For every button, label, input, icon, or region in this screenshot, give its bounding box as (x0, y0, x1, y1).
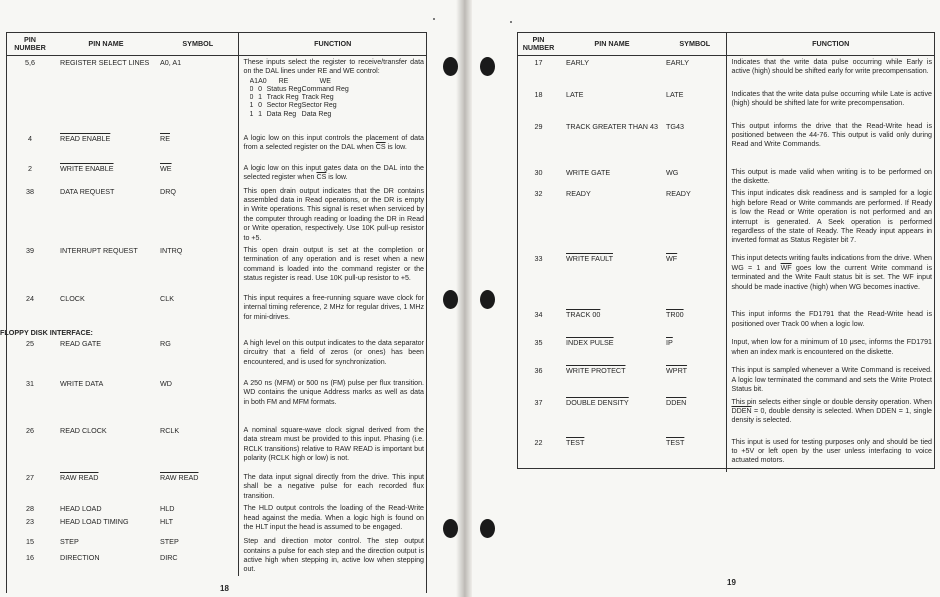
reg-cell: Command Reg (301, 86, 349, 94)
pin-function: Indicates that the write data pulse occurring while Late is active (high) should be shifted late for write precompensation. (726, 88, 935, 120)
function-text: These inputs select the register to receive/transfer data on the DAL lines under RE and WE control: (243, 58, 424, 76)
pin-symbol: HLD (160, 504, 175, 514)
table-row (517, 56, 935, 88)
pin-function (238, 56, 427, 132)
pin-function: Input, when low for a minimum of 10 μsec, informs the FD1791 when an index mark is encountered on the diskette. (726, 336, 935, 364)
table-row (517, 308, 935, 336)
table-row (6, 185, 427, 244)
reg-cell: 0 (258, 102, 262, 110)
binder-hole-right-middle (480, 290, 495, 309)
function-text: is low. (326, 172, 348, 181)
pin-function: This input informs the FD1791 that the Read-Write head is positioned over Track 00 when a logic low. (726, 308, 935, 336)
pin-number: 24 (26, 293, 34, 303)
pin-name: REGISTER SELECT LINES (60, 58, 150, 67)
pin-function: The data input signal directly from the drive. This input shall be a negative pulse for each recorded flux transition. (238, 471, 427, 502)
page-number-right: 19 (727, 578, 736, 587)
reg-cell: Data Reg (266, 110, 297, 118)
pin-number: 18 (534, 89, 543, 99)
binder-hole-left-bottom (443, 519, 458, 538)
pin-number: 25 (26, 338, 34, 348)
table-row (517, 364, 935, 395)
pin-number: 27 (26, 472, 34, 482)
table-row (6, 377, 427, 424)
pin-name: WRITE GATE (566, 167, 611, 177)
reg-cell: 1 (249, 102, 254, 110)
pin-function: A high level on this output indicates to the data separator circuitry that a field of zeros (or ones) has been encountered, and is used for synchronization. (238, 337, 427, 377)
table-row (6, 502, 427, 515)
table-row (517, 187, 935, 252)
pin-number: 22 (534, 437, 543, 447)
pin-name: WRITE FAULT (566, 254, 613, 264)
pin-symbol: EARLY (666, 58, 690, 67)
header-pin-number: PIN NUMBER (6, 33, 54, 56)
pin-symbol: A0, A1 (160, 58, 182, 67)
pin-function: This open drain output indicates that the DR contains assembled data in Read operations, or the DR is empty in Write operations. This signal is reset when serviced by the computer through reading or loading the DR in Read or Write operation, respectively. Use 10K pull-up resistor to +5. (238, 185, 427, 244)
pin-function: This input is used for testing purposes only and should be tied to +5V or left open by the user unless interfacing to voice actuated motors. (726, 436, 935, 472)
reg-cell: Data Reg (301, 110, 332, 118)
pin-number: 39 (26, 245, 34, 255)
pin-number: 32 (534, 189, 543, 199)
pin-symbol: READY (666, 189, 691, 199)
pin-number: 23 (26, 517, 34, 527)
function-text: goes low the current Write command is terminated and the Write Fault status bit is set. The WF input should be made inactive (high) when WG becomes inactive. (731, 263, 932, 291)
table-row (6, 162, 427, 185)
pin-name: EARLY (566, 58, 590, 67)
pin-symbol: STEP (160, 537, 179, 547)
pin-function-empty (238, 326, 427, 337)
pin-function (726, 396, 935, 436)
pin-number: 5,6 (25, 58, 35, 67)
table-row (6, 56, 427, 132)
header-pin-name: PIN NAME (54, 33, 158, 56)
function-overlined-term: $\overline{CS}$ (316, 172, 327, 181)
pin-number: 37 (534, 397, 543, 407)
pin-name: TEST (566, 437, 585, 447)
pin-function: This open drain output is set at the completion or termination of any operation and is reset when a new command is loaded into the command register or the status register is read. Use 10K pull-up resistor to +5. (238, 244, 427, 292)
pin-symbol: TR00 (666, 310, 684, 320)
reg-col-header: WE (319, 77, 331, 85)
pin-number: 17 (534, 58, 543, 67)
reg-cell: Sector Reg (266, 102, 302, 110)
pin-function: The HLD output controls the loading of the Read-Write head against the media. When a logic high is found on the HLT input the head is assumed to be engaged. (238, 502, 427, 535)
table-row (6, 535, 427, 551)
pin-name: HEAD LOAD TIMING (60, 517, 129, 527)
pin-function: Indicates that the write data pulse occurring while Early is active (high) should be shifted early for write precompensation. (726, 56, 935, 88)
pin-function: This input requires a free-running square wave clock for internal timing reference, 2 MHz for regular drives, 1 MHz for mini-drives. (238, 292, 427, 326)
table-row (517, 396, 935, 436)
pin-number: 33 (534, 254, 543, 264)
right-pin-table (517, 33, 935, 472)
function-text: This pin selects either single or double density operation. When (731, 397, 932, 406)
function-text: is low. (385, 142, 407, 151)
pin-name: WRITE PROTECT (566, 366, 626, 376)
pin-symbol: CLK (160, 293, 174, 303)
pin-number: 28 (26, 504, 34, 514)
table-row (6, 132, 427, 162)
pin-function: This input indicates disk readiness and is sampled for a logic high before Read or Write commands are performed. If Ready is low the Read or Write operation is not performed and an interrupt is generated. A Seek operation is performed regardless of the state of Ready. The Ready input appears in inverted format as Status Register bit 7. (726, 187, 935, 252)
binder-hole-left-top (443, 57, 458, 76)
function-text: This input detects writing faults indications from the drive. When WG = 1 and (731, 254, 932, 272)
left-pin-table (0, 33, 427, 576)
pin-number: 29 (534, 121, 543, 131)
pin-name: INTERRUPT REQUEST (60, 245, 138, 255)
table-row (6, 292, 427, 326)
pin-symbol: INTRQ (160, 245, 183, 255)
pin-symbol: DRQ (160, 186, 176, 196)
pin-symbol: TG43 (666, 121, 684, 131)
reg-cell: 1 (249, 110, 254, 118)
pin-name: DIRECTION (60, 553, 100, 563)
pin-name: READ CLOCK (60, 425, 107, 435)
reg-cell: Track Reg (301, 94, 334, 102)
paper-speck (510, 21, 512, 23)
reg-cell: 0 (258, 86, 262, 94)
pin-function: This input is sampled whenever a Write Command is received. A logic low terminated the command and sets the Write Protect Status bit. (726, 364, 935, 395)
pin-name: RAW READ (60, 472, 99, 482)
table-row (517, 120, 935, 166)
pin-symbol: WD (160, 378, 172, 388)
binder-hole-left-middle (443, 290, 458, 309)
pin-number: 16 (26, 553, 34, 563)
pin-symbol: $\overline{RE}$ (160, 133, 170, 143)
table-row (6, 337, 427, 377)
function-text: = 0, double density is selected. When DDEN = 1, single density is selected. (731, 406, 932, 425)
pin-symbol: LATE (666, 89, 684, 99)
table-row (6, 244, 427, 292)
pin-name: DATA REQUEST (60, 186, 115, 196)
section-label-floppy-disk-interface: FLOPPY DISK INTERFACE: (0, 327, 93, 337)
reg-col-header: A1 (249, 77, 259, 85)
book-gutter (456, 0, 472, 597)
reg-col-header: RE (278, 77, 289, 85)
function-overlined-term: $\overline{WF}$ (780, 263, 792, 272)
pin-symbol: $\overline{WE}$ (160, 163, 172, 173)
pin-name: HEAD LOAD (60, 504, 102, 514)
function-text: A logic low on this input gates data on the DAL into the selected register when (243, 163, 424, 181)
binder-hole-right-top (480, 57, 495, 76)
pin-function: Step and direction motor control. The step output contains a pulse for each step and the direction output is active high when stepping in, active low when stepping out. (238, 535, 427, 576)
reg-cell: 1 (258, 94, 262, 102)
pin-number: 34 (534, 310, 543, 320)
pin-name: LATE (566, 89, 584, 99)
table-row (517, 336, 935, 364)
binder-hole-right-bottom (480, 519, 495, 538)
register-select-table (250, 78, 349, 119)
pin-name: CLOCK (60, 293, 85, 303)
pin-symbol: RG (160, 338, 171, 348)
pin-name: READ GATE (60, 338, 102, 348)
pin-symbol: DIRC (160, 553, 178, 563)
pin-function (238, 132, 427, 162)
pin-symbol: $\overline{IP}$ (666, 338, 673, 348)
header-symbol: SYMBOL (158, 33, 238, 56)
reg-cell: 0 (249, 94, 254, 102)
header-pin-name: PIN NAME (560, 33, 664, 56)
pin-name: READ ENABLE (60, 133, 111, 143)
table-row (6, 471, 427, 502)
reg-cell: 1 (258, 110, 262, 118)
table-row (517, 166, 935, 188)
pin-symbol: RAW READ (160, 472, 199, 482)
pin-number: 2 (28, 163, 32, 173)
paper-speck (433, 18, 435, 20)
reg-cell: Sector Reg (301, 102, 337, 110)
pin-symbol: $\overline{WF}$ (666, 254, 678, 264)
pin-number: 4 (28, 133, 32, 143)
pin-name: DOUBLE DENSITY (566, 397, 629, 407)
header-function: FUNCTION (726, 33, 935, 56)
pin-function: A 250 ns (MFM) or 500 ns (FM) pulse per flux transition. WD contains the unique Address marks as well as data in both FM and MFM formats. (238, 377, 427, 424)
table-row (517, 436, 935, 472)
pin-number: 15 (26, 537, 34, 547)
pin-symbol: TEST (666, 437, 685, 447)
table-row (517, 252, 935, 308)
function-overlined-term: $\overline{CS}$ (375, 142, 386, 151)
pin-symbol: WG (666, 167, 679, 177)
pin-number: 31 (26, 378, 34, 388)
pin-name: INDEX PULSE (566, 338, 614, 348)
function-text: A logic low on this input controls the placement of data from a selected register on the DAL when (243, 133, 424, 151)
function-overlined-term: DDEN (731, 406, 752, 415)
pin-number: 38 (26, 186, 34, 196)
pin-name: STEP (60, 537, 79, 547)
header-function: FUNCTION (238, 33, 427, 56)
pin-symbol: WPRT (666, 366, 688, 376)
pin-function: This output informs the drive that the Read-Write head is positioned between the 44-76. This output is valid only during Read and Write Commands. (726, 120, 935, 166)
reg-cell: Track Reg (266, 94, 299, 102)
pin-number: 35 (534, 338, 543, 348)
reg-col-header: A0 (258, 77, 267, 85)
section-row (6, 326, 427, 337)
pin-number: 26 (26, 425, 34, 435)
pin-number: 36 (534, 366, 543, 376)
pin-symbol: DDEN (666, 397, 687, 407)
pin-name: TRACK 00 (566, 310, 601, 320)
pin-symbol: RCLK (160, 425, 180, 435)
pin-function (726, 252, 935, 308)
pin-function: A nominal square-wave clock signal derived from the data stream must be provided to this input. Phasing (i.e. RCLK transitions) relative to RAW READ is important but polarity (RCLK high or low) is not. (238, 424, 427, 471)
pin-name: READY (566, 189, 591, 199)
pin-function: This output is made valid when writing is to be performed on the diskette. (726, 166, 935, 188)
pin-function (238, 162, 427, 185)
reg-cell: 0 (249, 86, 254, 94)
page-number-left: 18 (220, 584, 229, 593)
header-symbol: SYMBOL (664, 33, 726, 56)
pin-name: WRITE ENABLE (60, 163, 114, 173)
pin-symbol: HLT (160, 517, 174, 527)
pin-number: 30 (534, 167, 543, 177)
table-row (6, 424, 427, 471)
reg-cell: Status Reg (266, 86, 302, 94)
pin-name: WRITE DATA (60, 378, 104, 388)
table-row (517, 88, 935, 120)
pin-name: TRACK GREATER THAN 43 (566, 121, 658, 131)
header-pin-number: PIN NUMBER (517, 33, 560, 56)
